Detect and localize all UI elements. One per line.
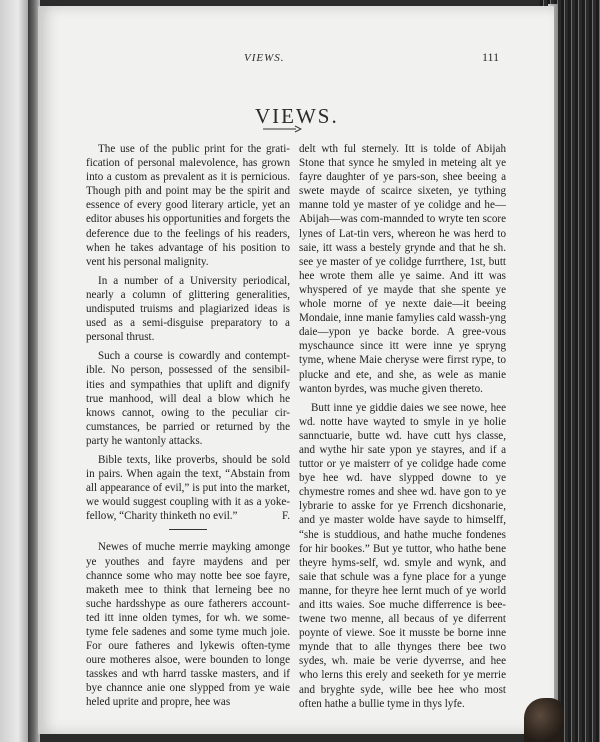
left-column xyxy=(86,142,290,715)
paragraph: Newes of muche merrie mayking amonge ye youthes and fayre maydens and per channce some who may notte bee soe fayre, maketh mee to think that lerneing bee no suche hardsshype as oure fatherers account-ted itt inne olden tymes, for wh. we some-tyme fele sadenes and some tyme much joie. For oure fatheres and lykewis often-tyme oure motheres alsoe, were bounden to longe tasskes and wth harrd tasske masters, and if bye channce anie one slypped from ye waie heled uprite and propre, hee was xyxy=(86,541,290,709)
author-signature: F. xyxy=(281,510,290,523)
paragraph: The use of the public print for the grati-fication of personal malevolence, has grown into a custom as prevalent as it is pernicious. Though pith and point may be the spirit and essence of every good literary article, yet an editor abuses his opportunities and forgets the deference due to the feelings of his readers, when he takes advantage of his position to vent his personal malignity. xyxy=(86,143,290,268)
article-title: VIEWS. xyxy=(255,104,339,128)
paragraph: delt wth ful sternely. Itt is tolde of Abijah Stone that synce he smyled in meteing alt ye fayre daughter of ye pars-son, shee beeing a swete mayde of scairce sixeten, ye tything manne told ye master of ye colidge and he—Abijah—was com-mannded to wryte ten score lynes of Lat-tin vers, whereon he was herd to saie, itt wass a bestely grynde and that he sh. see ye master of ye colidge furrthere, 1st, butt hee wrote them alle ye saime. And itt was whyspered of ye mayde that she spente ye whole morne of ye nexte daie—it beeing Mondaie, inne manie famylies cald wassh-yng daie—ypon ye backe borde. A gree-vous myschaunce since itt were inne ye spryng tyme, whene Maie cheryse were firrst rype, to plucke and ete, and she, as wele as manie wanton byrdes, was muche given thereto. xyxy=(299,143,506,395)
page-number: 111 xyxy=(482,50,500,64)
facing-page-edge xyxy=(0,0,30,742)
paragraph: In a number of a University periodical, nearly a column of glittering generalities, undisputed truisms and plagiarized ideas is used as a semi-disguise preparatory to a personal thrust. xyxy=(86,274,290,344)
title-ornament-arrow-icon xyxy=(262,124,302,134)
paragraph: Butt inne ye giddie daies we see nowe, hee wd. notte have wayted to smyle in ye holie sannctuarie, butte wd. have cutt hys classe, and wythe hir sate ypon ye stayres, and if a tuttor or ye maisterr of ye colidge hade come bye hee wd. have slypped downe to ye chymestre romes and shee wd. have gon to ye lybrarie to asske for ye Frrench dicshonarie, and ye master wolde have sayde to himselff, “she is studdious, and hathe muche fondenes for hir bookes.” But ye tuttor, who hathe bene theyre hyms-self, wd. smyle and wynk, and saie that schule was a fyne place for a yunge manne, for theyre hee lernt much of ye world and itts waies. Soe muche differrence is bee-twene two menne, all becaus of ye diferrent poynte of viewe. Soe it musste be borne inne mynde that to alle thynges there bee two sydes, wh. maie be verie dyverrse, and hee who lerns this erely and seeketh for ye merrie and bryghte syde, wille bee hee who most often hathe a bullie tyme in thys lyfe. xyxy=(299,401,506,710)
section-divider xyxy=(169,529,207,530)
running-head: VIEWS. xyxy=(244,52,285,64)
right-column xyxy=(299,142,506,716)
paragraph: Such a course is cowardly and contempt-ible. No person, possessed of the sensibil-ities and sympathies that uplift and dignify true manhood, will deal a blow which he knows cannot, owing to the peculiar cir-cumstances, be parried or returned by the party he wantonly attacks. xyxy=(86,350,290,447)
paragraph-text: Bible texts, like proverbs, should be sold in pairs. When again the text, “Abstain from all appearance of evil,” is put into the market, we would suggest coupling with it as a yoke-fellow, “Charity thinketh no evil.” xyxy=(86,453,290,523)
scanner-thumb xyxy=(524,698,564,742)
paragraph xyxy=(86,453,290,523)
